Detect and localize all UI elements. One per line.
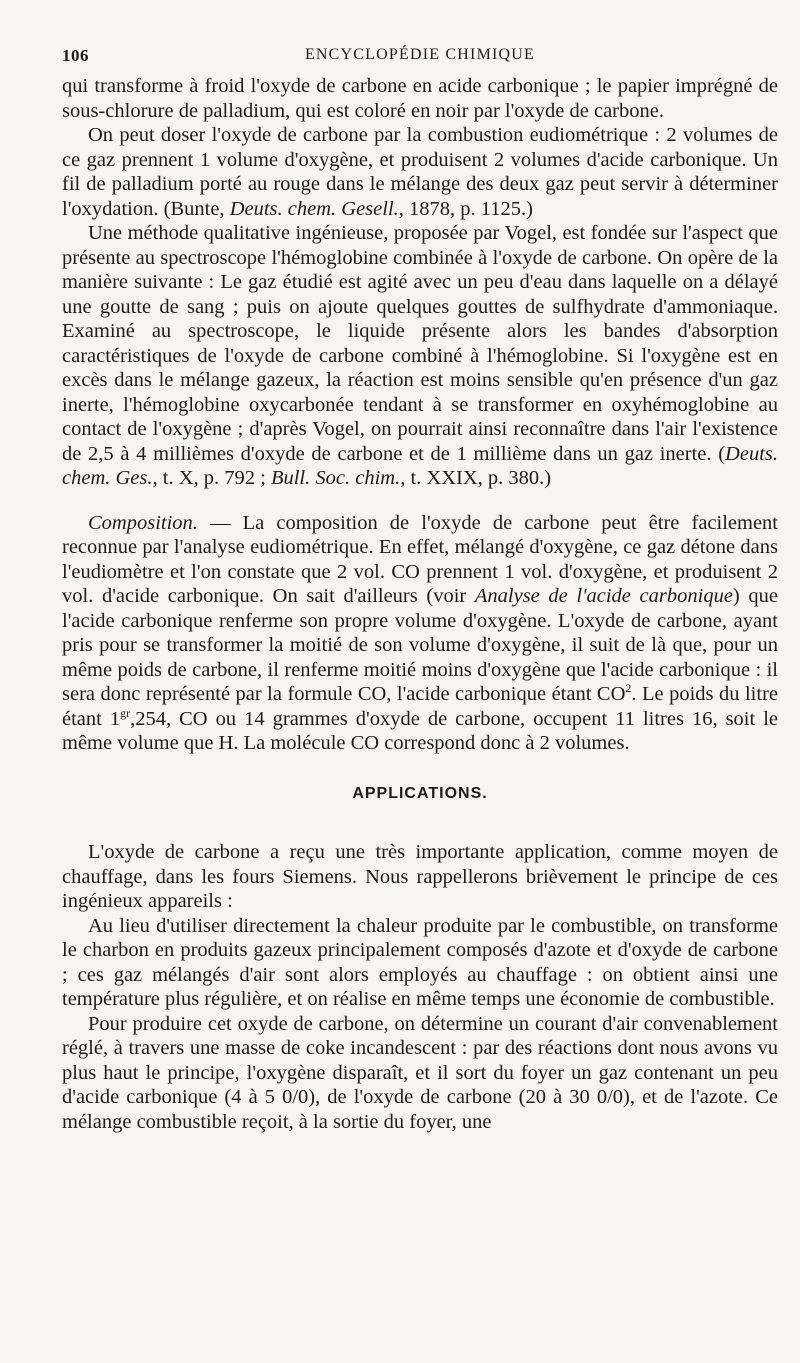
composition-text-a: — La composition de l'oxyde de carbone peut être facilement reconnue par l'analyse eudiométrique. En effet, mélangé d'oxygène, ce gaz détone dans l'eudiomètre et l'on constate que 2 vol. CO prennent 1 vol. d'oxygène, et produisent 2 vol. d'acide carbonique. On sait d'ailleurs (voir (62, 511, 778, 607)
paragraph-3-mid: , t. X, p. 792 ; (152, 467, 266, 489)
paragraph-7: Pour produire cet oxyde de carbone, on détermine un courant d'air convenablement réglé, à travers une masse de coke incandescent : par des réactions dont nous avons vu plus haut le principe, l'oxygène disparaît, et il sort du foyer un gaz contenant un peu d'acide carbonique (4 à 5 0/0), de l'oxyde de carbone (20 à 30 0/0), et de l'azote. Ce mélange combustible reçoit, à la sortie du foyer, une (62, 1012, 778, 1133)
paragraph-2 (62, 123, 778, 221)
paragraph-2-text: On peut doser l'oxyde de carbone par la combustion eudiométrique : 2 volumes de ce gaz prennent 1 volume d'oxygène, et produisent 2 volumes d'acide carbonique. Un fil de palladium porté au rouge dans le mélange des deux gaz peut servir à déterminer l'oxydation. (Bunte, (62, 124, 778, 220)
composition-text-c: . Le poids du litre étant 1 (62, 683, 779, 730)
composition-text-b: ) que l'acide carbonique renferme son propre volume d'oxygène. L'oxyde de carbone, ayant pris pour se transformer la moitié de son volume d'oxygène, il suit de là que, pour un même poids de carbone, il renferme moitié moins d'oxygène que l'acide carbonique : il sera donc représenté par la formule CO, l'acide carbonique étant CO (62, 585, 778, 705)
running-header (62, 40, 778, 74)
composition-label: Composition. (88, 511, 198, 534)
paragraph-5: L'oxyde de carbone a reçu une très importante application, comme moyen de chauffage, dans les fours Siemens. Nous rappellerons brièvement le principe de ces ingénieux appareils : (62, 841, 778, 912)
composition-text-d: ,254, CO ou 14 grammes d'oxyde de carbone, occupent 11 litres 16, soit le même volume que H. La molécule CO correspond donc à 2 volumes. (62, 707, 778, 754)
superscript-gr: gr (120, 705, 131, 720)
paragraph-2-end: , 1878, p. 1125.) (398, 197, 533, 220)
citation-bull-soc-chim: Bull. Soc. chim. (270, 467, 401, 489)
paragraph-3-text: Une méthode qualitative ingénieuse, proposée par Vogel, est fondée sur l'aspect que présente au spectroscope l'hémoglobine combinée à l'oxyde de carbone. On opère de la manière suivante : Le gaz étudié est agité avec un peu d'eau dans laquelle on a délayé une goutte de sang ; puis on ajoute quelques gouttes de sulfhydrate d'ammoniaque. Examiné au spectroscope, le liquide présente alors les bandes d'absorption caractéristiques de l'oxyde de carbone combiné à l'hémoglobine. Si l'oxygène est en excès dans le mélange gazeux, la réaction est moins sensible qu'en présence d'un gaz inerte, l'hémoglobine oxycarbonée tendant à se transformer en oxyhémoglobine au contact de l'oxygène ; d'après Vogel, on pourrait ainsi reconnaître dans l'air l'existence de 2,5 à 4 millièmes d'oxyde de carbone et de 1 millième dans un gaz inerte. ( (62, 222, 778, 465)
superscript-2: 2 (625, 681, 632, 696)
paragraph-6: Au lieu d'utiliser directement la chaleur produite par le combustible, on transforme le charbon en produits gazeux principalement composés d'azote et d'oxyde de carbone ; ces gaz mélangés d'air sont alors employés au chauffage : on obtient ainsi une température plus régulière, et on réalise en même temps une économie de combustible. (62, 914, 778, 1010)
paragraph-gap (62, 491, 778, 511)
paragraph-3 (62, 221, 778, 491)
paragraph-composition (62, 511, 778, 756)
paragraph-1: qui transforme à froid l'oxyde de carbone en acide carbonique ; le papier imprégné de sous-chlorure de palladium, qui est coloré en noir par l'oxyde de carbone. (62, 75, 778, 122)
citation-deuts-chem-ges: Deuts. chem. Ges. (62, 442, 778, 489)
citation-deuts-chem-gesell: Deuts. chem. Gesell. (229, 197, 399, 220)
citation-analyse-acide-carbonique: Analyse de l'acide carbonique (474, 585, 733, 607)
section-heading-applications: APPLICATIONS. (352, 784, 488, 802)
paragraph-3-end: , t. XXIX, p. 380.) (400, 467, 552, 489)
body-text (62, 74, 778, 1134)
running-title: ENCYCLOPÉDIE CHIMIQUE (304, 46, 536, 63)
page-number: 106 (62, 46, 89, 65)
